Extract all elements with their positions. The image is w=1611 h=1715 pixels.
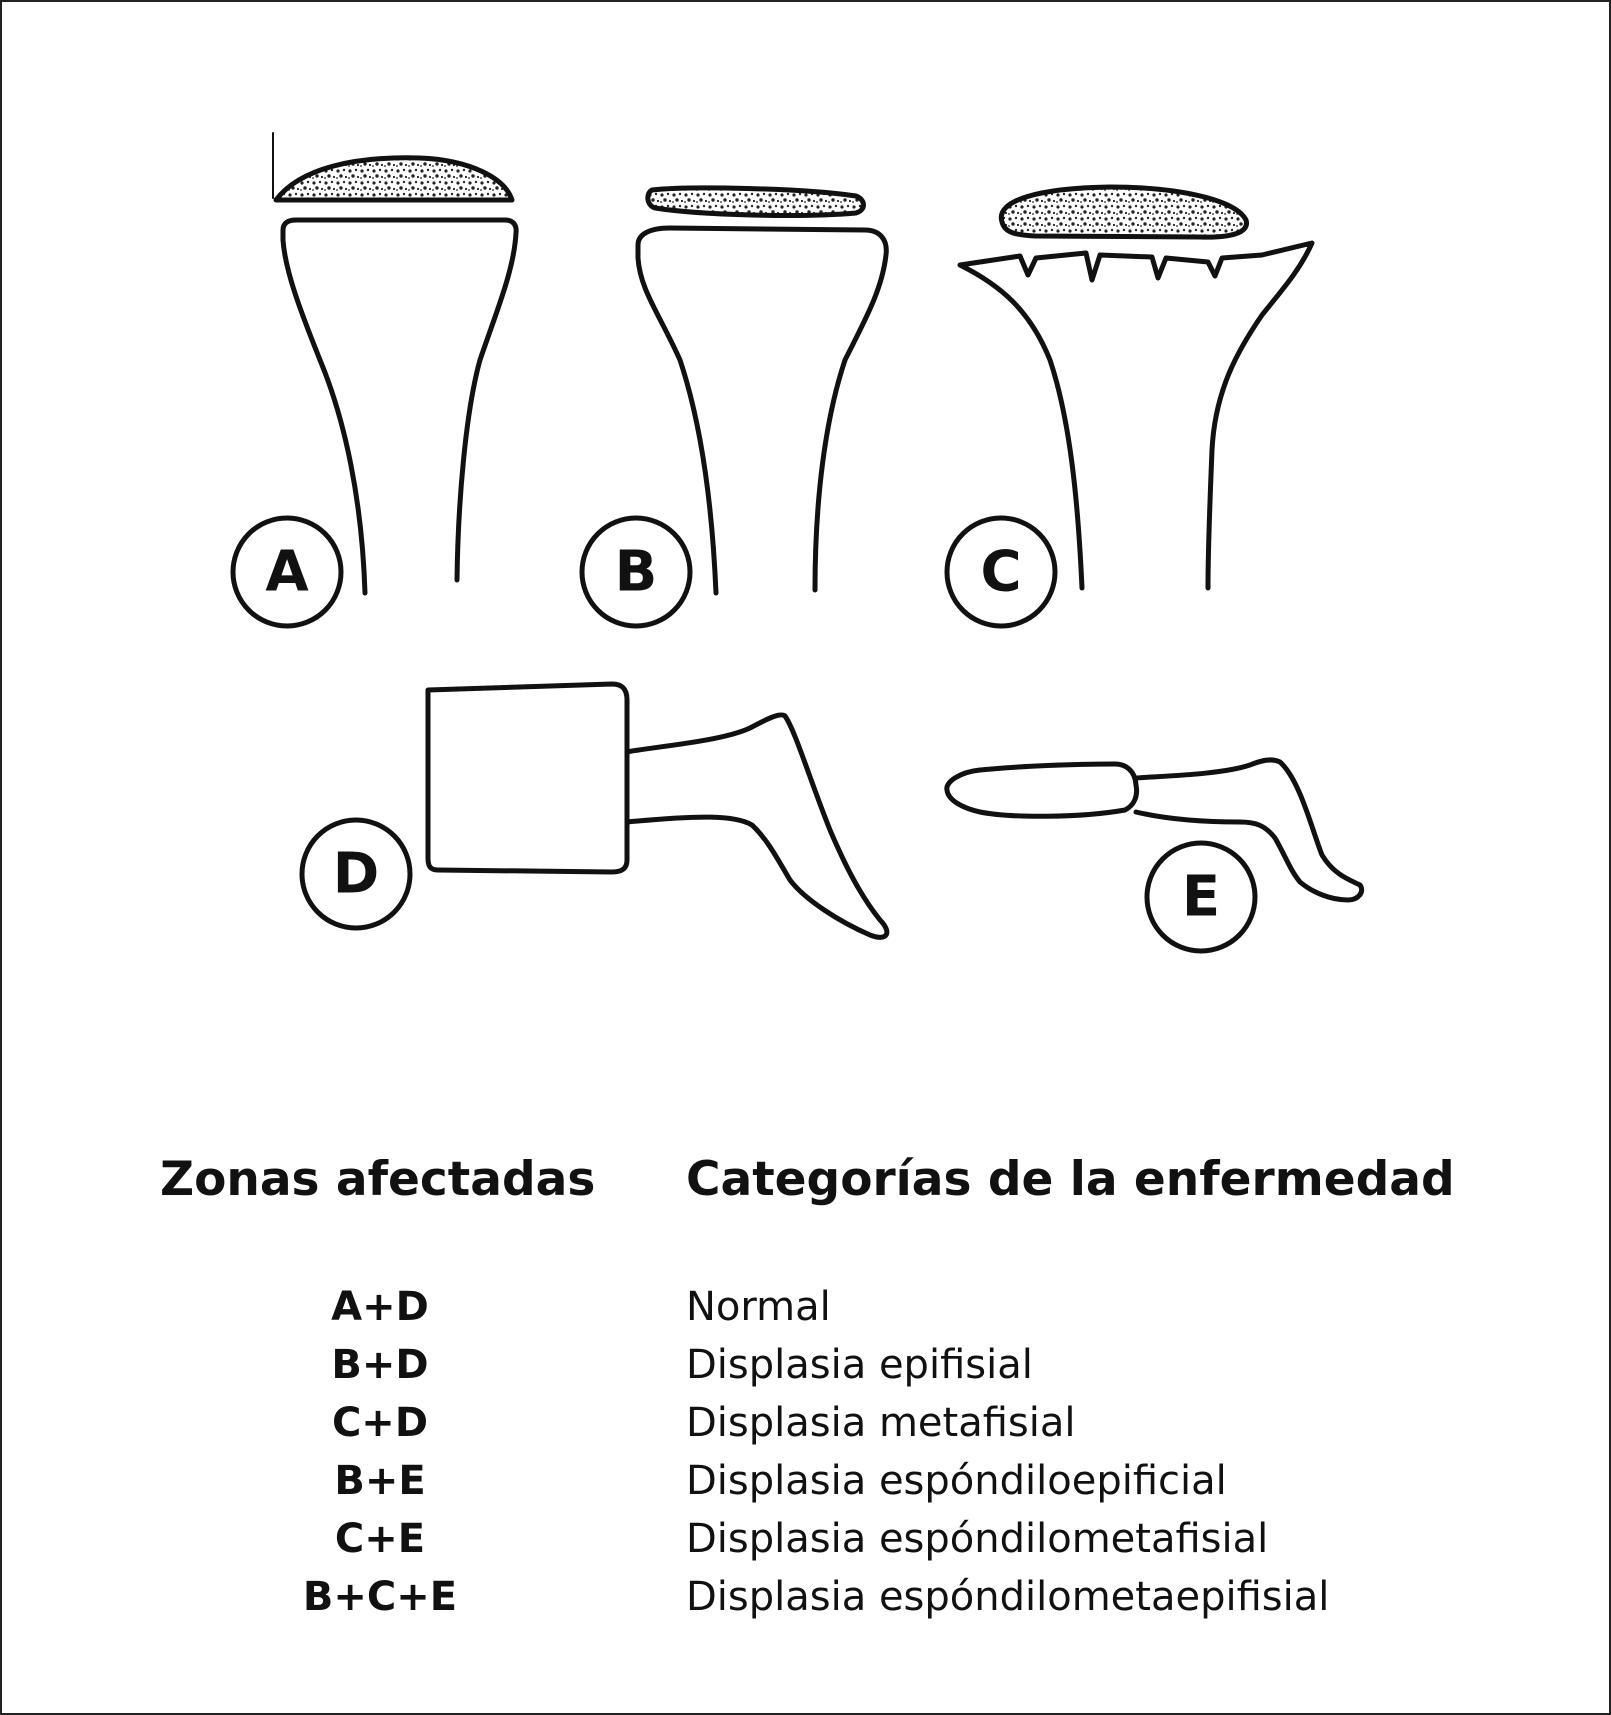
zones-column [200, 1278, 560, 1626]
category-row: Displasia espóndilometafisial [686, 1516, 1269, 1562]
category-row: Normal [686, 1284, 831, 1330]
bone-c-epiphysis [1001, 187, 1246, 237]
rib-d [627, 715, 887, 937]
bone-a-diaphysis [283, 220, 516, 593]
category-row: Displasia espóndiloepificial [686, 1458, 1227, 1504]
label-e: E [1181, 864, 1221, 930]
header-categories: Categorías de la enfermedad [686, 1152, 1455, 1207]
vertebra-d-body [428, 684, 627, 872]
vertebra-d-normal [428, 684, 887, 937]
bone-b-epiphysis [648, 188, 864, 215]
bone-a-epiphysis [276, 158, 512, 200]
header-zones: Zonas afectadas [160, 1152, 596, 1207]
zone-row: C+E [334, 1516, 426, 1562]
zone-row: B+D [331, 1342, 429, 1388]
zone-row: A+D [331, 1284, 429, 1330]
zone-row: B+E [334, 1458, 426, 1504]
bone-c-diaphysis [960, 243, 1312, 588]
vertebra-e-body [947, 764, 1137, 816]
category-row: Displasia espóndilometaepifisial [686, 1574, 1330, 1620]
vertebra-e-flattened [947, 760, 1362, 900]
category-row: Displasia epifisial [686, 1342, 1033, 1388]
label-a: A [265, 539, 309, 605]
label-c: C [980, 539, 1022, 605]
bone-c-metaphyseal [960, 187, 1312, 588]
zone-row: C+D [331, 1400, 429, 1446]
categories-column [686, 1278, 1546, 1626]
category-row: Displasia metafisial [686, 1400, 1076, 1446]
label-d: D [332, 841, 380, 907]
rib-e [1136, 760, 1362, 900]
zone-row: B+C+E [302, 1574, 458, 1620]
label-b: B [614, 539, 658, 605]
